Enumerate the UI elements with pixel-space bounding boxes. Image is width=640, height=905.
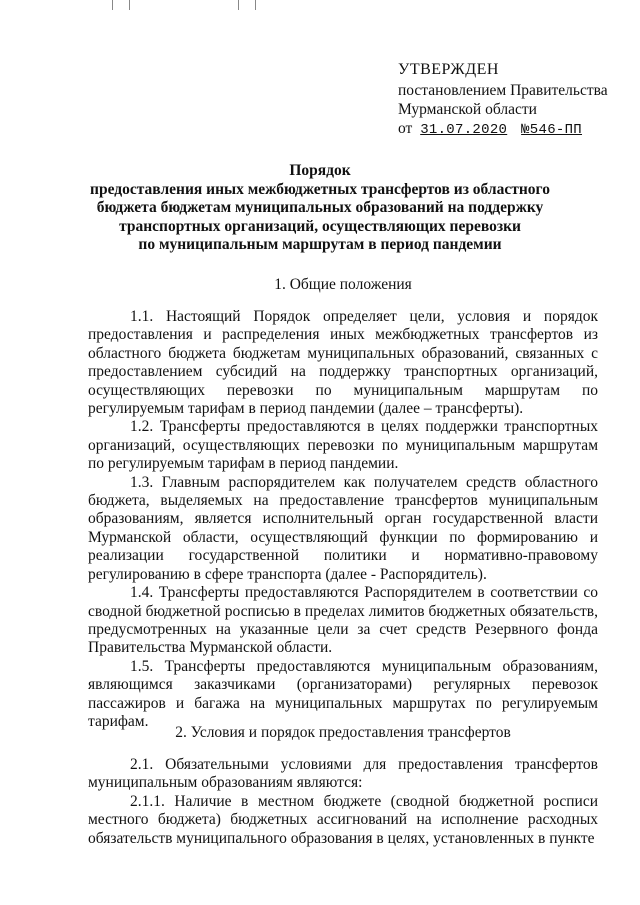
paragraph: 2.1.1. Наличие в местном бюджете (сводной бюджетной росписи местного бюджета) бюджетных ассигнований на исполнение расходных обязательств муниципального образования в целях, установленных в пункте — [88, 792, 598, 847]
paragraph: 2.1. Обязательными условиями для предоставления трансфертов муниципальным образованиям являются: — [88, 756, 598, 792]
scan-mark — [238, 0, 256, 10]
section-1-heading: 1. Общие положения — [274, 276, 412, 293]
paragraph: 1.1. Настоящий Порядок определяет цели, условия и порядок предоставления и распределения иных межбюджетных трансфертов из областного бюджета бюджетам муниципальных образований, связанных с предоставлением субсидий на поддержку транспортных организаций, осуществляющих перевозки по муниципальным маршрутам по регулируемым тарифам в период пандемии (далее – трансферты). — [88, 308, 598, 418]
paragraph: 1.3. Главным распорядителем как получателем средств областного бюджета, выделяемых на предоставление трансфертов муниципальным образованиям, является исполнительный орган государственной власти Мурманской области, осуществляющий функции по формированию и реализации государственной политики и нормативно-правовому регулированию в сфере транспорта (далее - Распорядитель). — [88, 473, 598, 583]
title-line: по муниципальным маршрутам в период пандемии — [138, 236, 502, 253]
scan-mark — [112, 0, 130, 10]
paragraph: 1.5. Трансферты предоставляются муниципальным образованиям, являющимся заказчиками (организаторами) регулярных перевозок пассажиров и багажа на муниципальных маршрутах по регулируемым тарифам. — [88, 657, 598, 730]
title-line: транспортных организаций, осуществляющих перевозки — [119, 217, 521, 235]
approval-number: №546-ПП — [521, 122, 583, 138]
approval-line: Мурманской области — [398, 101, 537, 118]
paragraph: 1.2. Трансферты предоставляются в целях поддержки транспортных организаций, осуществляющих перевозки по муниципальным маршрутам по регулируемым тарифам в период пандемии. — [88, 418, 598, 473]
approval-date: 31.07.2020 — [420, 122, 508, 138]
section-2-body — [88, 756, 598, 848]
section-2-heading: 2. Условия и порядок предоставления трансфертов — [175, 724, 511, 741]
title-line: Порядок — [289, 162, 351, 179]
approval-line: постановлением Правительства — [398, 82, 608, 99]
date-prefix: от — [398, 120, 413, 137]
approved-heading: УТВЕРЖДЕН — [398, 61, 499, 78]
section-1-body — [88, 308, 598, 731]
document-title — [90, 162, 550, 255]
title-line: предоставления иных межбюджетных трансфертов из областного — [90, 180, 550, 198]
approval-stamp — [398, 60, 634, 140]
approval-date-row — [398, 119, 634, 140]
paragraph: 1.4. Трансферты предоставляются Распорядителем в соответствии со сводной бюджетной росписью в пределах лимитов бюджетных обязательств, предусмотренных на указанные цели за счет средств Резервного фонда Правительства Мурманской области. — [88, 584, 598, 657]
title-line: бюджета бюджетам муниципальных образований на поддержку — [96, 199, 544, 216]
